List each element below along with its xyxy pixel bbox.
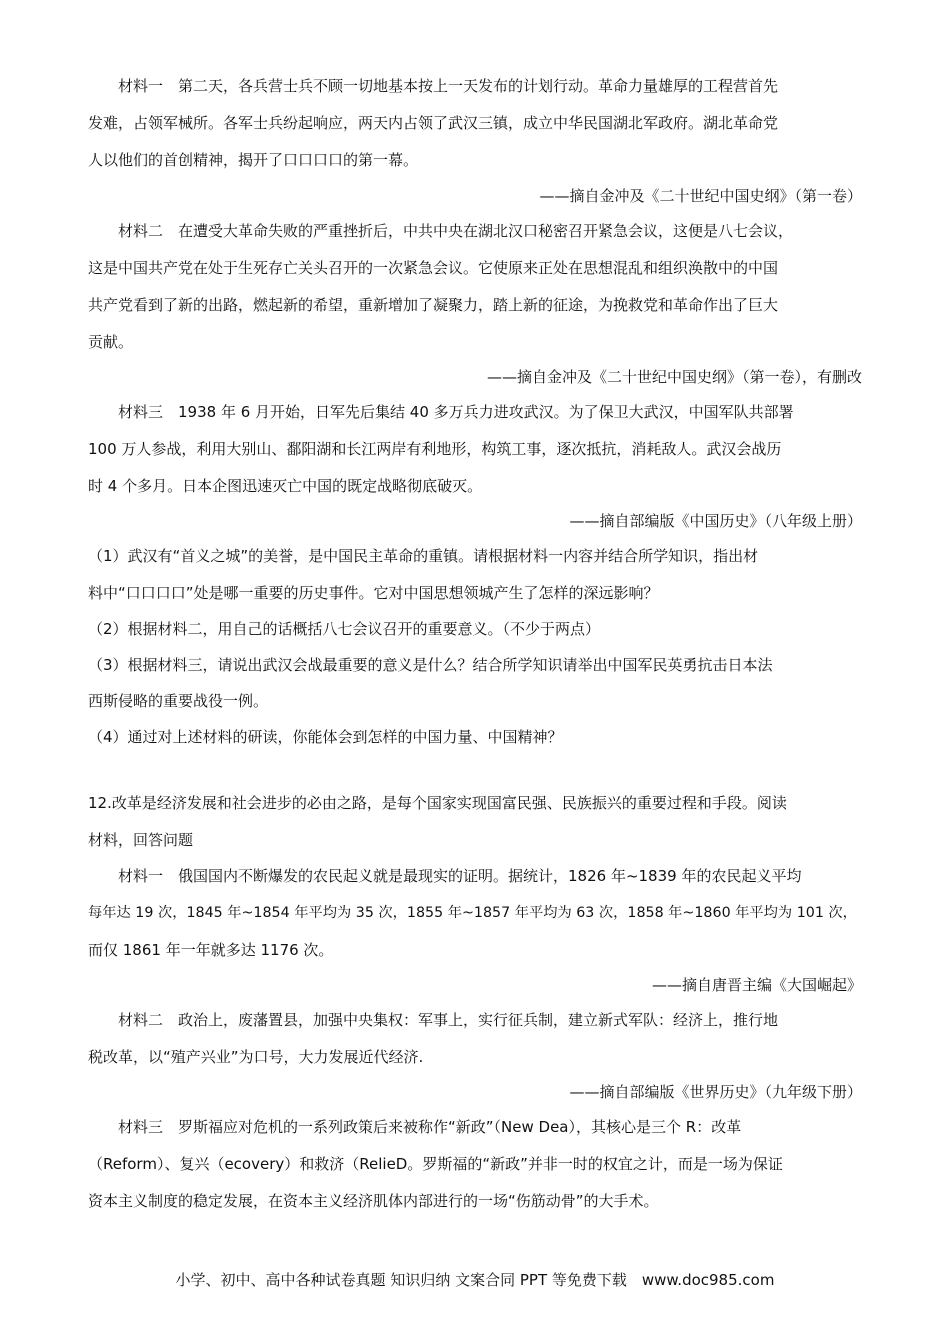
q11-material2-line3: 共产党看到了新的出路，燃起新的希望，重新增加了凝聚力，踏上新的征途，为挽救党和革命作出了巨大 [88, 296, 779, 314]
q12-material2-line2: 税改革，以“殖产兴业”为口号，大力发展近代经济. [88, 1048, 424, 1066]
q11-material2-source: ——摘自金冲及《二十世纪中国史纲》（第一卷），有删改 [486, 368, 862, 386]
q11-subquestion3-line2: 西斯侵略的重要战役一例。 [88, 692, 269, 710]
q11-subquestion1-line2: 料中“口口口口”处是哪一重要的历史事件。它对中国思想领城产生了怎样的深远影响？ [88, 584, 659, 602]
q11-material2-line4: 贡献。 [88, 333, 134, 351]
q11-material2-line2: 这是中国共产党在处于生死存亡关头召开的一次紧急会议。它使原来正处在思想混乱和组织涣散中的中国 [88, 259, 779, 277]
q12-material3-line3: 资本主义制度的稳定发展，在资本主义经济肌体内部进行的一场“伤筋动骨”的大手术。 [88, 1192, 659, 1210]
q11-material3-line2: 100 万人参战，利用大别山、鄱阳湖和长江两岸有利地形，构筑工事，逐次抵抗，消耗敌人。武汉会战历 [88, 440, 782, 458]
q12-material2-line1: 材料二 政治上，废藩置县，加强中央集权：军事上，实行征兵制，建立新式军队：经济上，推行地 [118, 1011, 779, 1029]
q12-material1-source: ——摘自唐晋主编《大国崛起》 [651, 976, 862, 994]
q12-material1-line1: 材料一 俄国国内不断爆发的农民起义就是最现实的证明。据统计，1826 年~1839 年的农民起义平均 [118, 867, 802, 885]
q12-material1-line3: 而仅 1861 年一年就多达 1176 次。 [88, 941, 334, 959]
q12-material3-line1: 材料三 罗斯福应对危机的一系列政策后来被称作“新政”（New Dea），其核心是三个 R：改革 [118, 1118, 742, 1136]
q11-subquestion4: （4）通过对上述材料的研读，你能体会到怎样的中国力量、中国精神？ [88, 728, 563, 746]
q11-material1-line3: 人以他们的首创精神，揭开了口口口口的第一幕。 [88, 151, 419, 169]
q11-material2-line1: 材料二 在遭受大革命失败的严重挫折后，中共中央在湖北汉口秘密召开紧急会议，这便是八七会议， [118, 222, 794, 240]
q12-material1-line2: 每年达 19 次，1845 年~1854 年平均为 35 次，1855 年~1857 年平均为 63 次，1858 年~1860 年平均为 101 次， [88, 905, 857, 921]
q11-subquestion3-line1: （3）根据材料三，请说出武汉会战最重要的意义是什么？结合所学知识请举出中国军民英勇抗击日本法 [88, 656, 773, 674]
q11-material3-line3: 时 4 个多月。日本企图迅速灭亡中国的既定战略彻底破灭。 [88, 477, 483, 495]
q12-stem-line1: 12.改革是经济发展和社会进步的必由之路，是每个国家实现国富民强、民族振兴的重要过程和手段。阅读 [88, 794, 787, 812]
q12-material2-source: ——摘自部编版《世界历史》（九年级下册） [569, 1083, 862, 1101]
page-footer: 小学、初中、高中各种试卷真题 知识归纳 文案合同 PPT 等免费下载 www.doc985.com [175, 1271, 775, 1289]
q11-subquestion1-line1: （1）武汉有“首义之城”的美誉，是中国民主革命的重镇。请根据材料一内容并结合所学知识，指出材 [88, 547, 759, 565]
q12-stem-line2: 材料，回答问题 [88, 831, 194, 849]
q11-material1-line2: 发难，占领军械所。各军士兵纷起响应，两天内占领了武汉三镇，成立中华民国湖北军政府。湖北革命党 [88, 114, 779, 132]
q11-subquestion2: （2）根据材料二，用自己的话概括八七会议召开的重要意义。（不少于两点） [88, 620, 601, 638]
q11-material1-source: ——摘自金冲及《二十世纪中国史纲》（第一卷） [539, 187, 862, 205]
q11-material3-source: ——摘自部编版《中国历史》（八年级上册） [569, 512, 862, 530]
q11-material1-line1: 材料一 第二天，各兵营士兵不顾一切地基本按上一天发布的计划行动。革命力量雄厚的工程营首先 [118, 77, 779, 95]
q11-material3-line1: 材料三 1938 年 6 月开始，日军先后集结 40 多万兵力进攻武汉。为了保卫大武汉，中国军队共部署 [118, 403, 794, 421]
q12-material3-line2: （Reform）、复兴（ecovery）和救济（RelieD。罗斯福的“新政”并非一时的权宜之计，而是一场为保证 [88, 1155, 783, 1173]
